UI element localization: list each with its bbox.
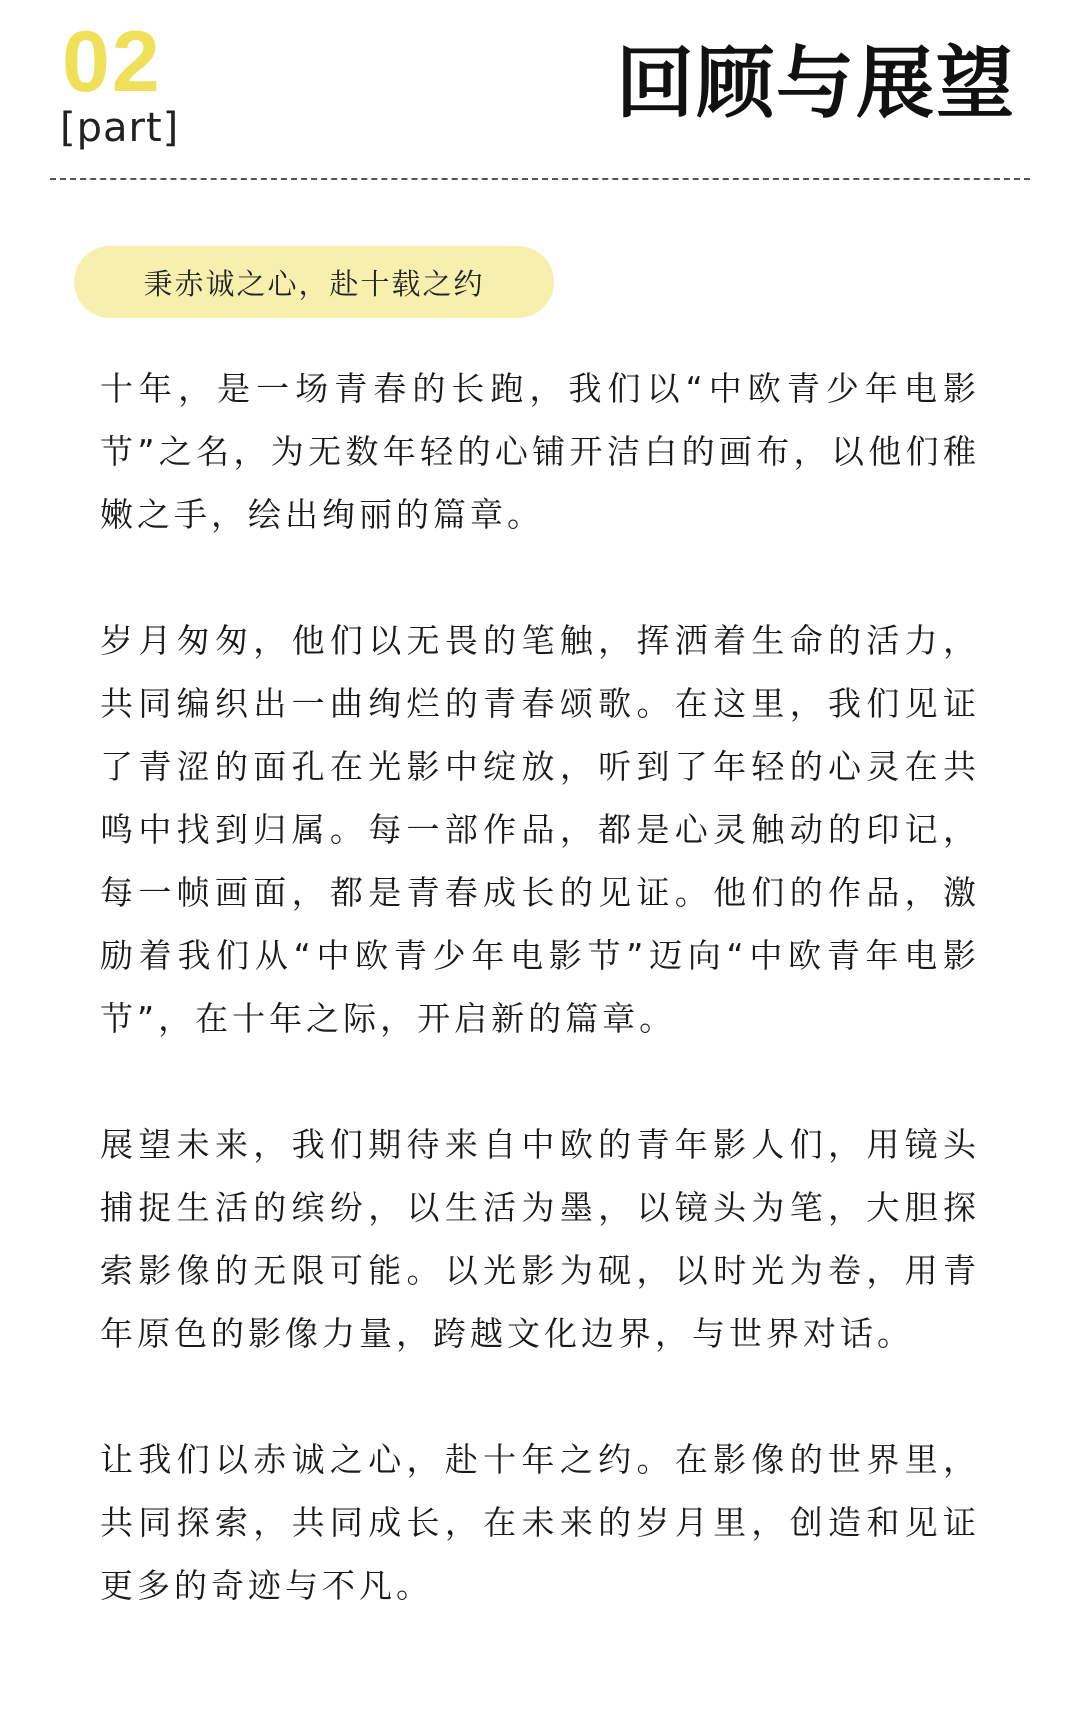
part-number: 02 (62, 14, 162, 110)
dashed-divider (50, 178, 1030, 180)
section-title: 回顾与展望 (615, 39, 1016, 129)
subtitle-text: 秉赤诚之心，赴十载之约 (143, 266, 485, 301)
paragraph-4: 让我们以赤诚之心，赴十年之约。在影像的世界里，共同探索，共同成长，在未来的岁月里，创造和见证更多的奇迹与不凡。 (100, 1440, 980, 1605)
section-header (0, 0, 1080, 180)
paragraph-1: 十年，是一场青春的长跑，我们以“中欧青少年电影节”之名，为无数年轻的心铺开洁白的画布，以他们稚嫩之手，绘出绚丽的篇章。 (100, 369, 980, 534)
part-label: [part] (60, 105, 180, 151)
subtitle-pill (74, 246, 554, 318)
paragraph-2: 岁月匆匆，他们以无畏的笔触，挥洒着生命的活力，共同编织出一曲绚烂的青春颂歌。在这里，我们见证了青涩的面孔在光影中绽放，听到了年轻的心灵在共鸣中找到归属。每一部作品，都是心灵触动的印记，每一帧画面，都是青春成长的见证。他们的作品，激励着我们从“中欧青少年电影节”迈向“中欧青年电影节”，在十年之际，开启新的篇章。 (100, 621, 980, 1038)
article-body (100, 357, 980, 1680)
paragraph-3: 展望未来，我们期待来自中欧的青年影人们，用镜头捕捉生活的缤纷，以生活为墨，以镜头为笔，大胆探索影像的无限可能。以光影为砚，以时光为卷，用青年原色的影像力量，跨越文化边界，与世界对话。 (100, 1125, 980, 1353)
